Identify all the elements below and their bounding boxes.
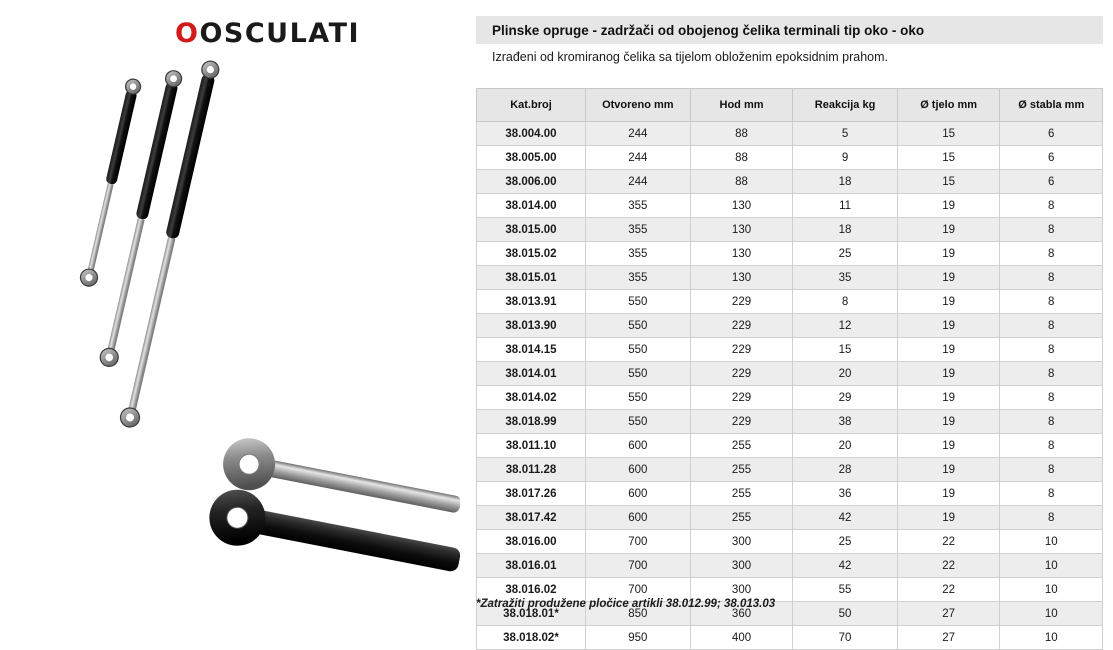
cell-value: 20 — [793, 362, 897, 386]
spec-panel — [466, 0, 1113, 644]
cell-value: 850 — [585, 602, 690, 626]
cell-value: 36 — [793, 482, 897, 506]
cell-value: 229 — [690, 290, 793, 314]
cell-value: 550 — [585, 338, 690, 362]
cell-value: 10 — [1000, 626, 1103, 650]
cell-value: 244 — [585, 122, 690, 146]
table-row — [477, 530, 1103, 554]
cell-value: 300 — [690, 578, 793, 602]
cell-value: 8 — [1000, 458, 1103, 482]
cell-catalog-number: 38.014.15 — [477, 338, 586, 362]
table-row — [477, 122, 1103, 146]
cell-value: 18 — [793, 170, 897, 194]
cell-value: 255 — [690, 458, 793, 482]
cell-catalog-number: 38.015.01 — [477, 266, 586, 290]
cell-catalog-number: 38.013.91 — [477, 290, 586, 314]
cell-value: 600 — [585, 458, 690, 482]
table-footnote: *Zatražiti produžene pločice artikli 38.012.99; 38.013.03 — [476, 598, 776, 610]
page-title-bar — [476, 16, 1103, 44]
cell-value: 88 — [690, 122, 793, 146]
cell-value: 229 — [690, 386, 793, 410]
cell-value: 9 — [793, 146, 897, 170]
specifications-table — [476, 88, 1103, 650]
cell-value: 19 — [897, 482, 1000, 506]
cell-catalog-number: 38.004.00 — [477, 122, 586, 146]
column-header-body-diameter: Ø tjelo mm — [897, 89, 1000, 122]
cell-value: 19 — [897, 218, 1000, 242]
cell-value: 600 — [585, 506, 690, 530]
cell-value: 8 — [1000, 194, 1103, 218]
column-header-rod-diameter: Ø stabla mm — [1000, 89, 1103, 122]
cell-catalog-number: 38.013.90 — [477, 314, 586, 338]
cell-catalog-number: 38.016.02 — [477, 578, 586, 602]
cell-value: 25 — [793, 530, 897, 554]
table-row — [477, 434, 1103, 458]
cell-value: 19 — [897, 506, 1000, 530]
cell-catalog-number: 38.018.01* — [477, 602, 586, 626]
cell-value: 8 — [1000, 506, 1103, 530]
cell-value: 10 — [1000, 602, 1103, 626]
table-row — [477, 506, 1103, 530]
cell-catalog-number: 38.005.00 — [477, 146, 586, 170]
cell-value: 355 — [585, 194, 690, 218]
cell-value: 38 — [793, 410, 897, 434]
cell-value: 42 — [793, 554, 897, 578]
table-row — [477, 194, 1103, 218]
table-row — [477, 626, 1103, 650]
cell-value: 10 — [1000, 554, 1103, 578]
cell-value: 360 — [690, 602, 793, 626]
cell-value: 550 — [585, 290, 690, 314]
cell-value: 70 — [793, 626, 897, 650]
table-row — [477, 410, 1103, 434]
cell-catalog-number: 38.015.02 — [477, 242, 586, 266]
cell-catalog-number: 38.014.01 — [477, 362, 586, 386]
product-image-panel — [0, 0, 466, 634]
cell-value: 8 — [1000, 434, 1103, 458]
cell-value: 19 — [897, 242, 1000, 266]
table-row — [477, 386, 1103, 410]
cell-catalog-number: 38.011.28 — [477, 458, 586, 482]
cell-value: 15 — [793, 338, 897, 362]
cell-value: 19 — [897, 338, 1000, 362]
table-row — [477, 218, 1103, 242]
cell-value: 355 — [585, 242, 690, 266]
cell-value: 19 — [897, 458, 1000, 482]
cell-catalog-number: 38.016.00 — [477, 530, 586, 554]
table-row — [477, 482, 1103, 506]
cell-catalog-number: 38.015.00 — [477, 218, 586, 242]
cell-value: 130 — [690, 266, 793, 290]
cell-value: 700 — [585, 530, 690, 554]
cell-value: 130 — [690, 194, 793, 218]
cell-value: 19 — [897, 266, 1000, 290]
cell-value: 19 — [897, 314, 1000, 338]
table-row — [477, 362, 1103, 386]
cell-value: 25 — [793, 242, 897, 266]
brand-logo-mark: O — [175, 18, 200, 49]
table-row — [477, 338, 1103, 362]
cell-value: 6 — [1000, 170, 1103, 194]
brand-logo — [175, 18, 360, 49]
cell-value: 35 — [793, 266, 897, 290]
table-row — [477, 290, 1103, 314]
cell-value: 255 — [690, 506, 793, 530]
cell-value: 15 — [897, 146, 1000, 170]
cell-value: 255 — [690, 482, 793, 506]
cell-value: 5 — [793, 122, 897, 146]
cell-value: 550 — [585, 314, 690, 338]
cell-value: 19 — [897, 410, 1000, 434]
cell-catalog-number: 38.006.00 — [477, 170, 586, 194]
cell-value: 8 — [1000, 410, 1103, 434]
cell-value: 8 — [1000, 482, 1103, 506]
cell-value: 8 — [1000, 314, 1103, 338]
cell-value: 15 — [897, 122, 1000, 146]
gas-struts-illustration — [0, 55, 466, 455]
cell-value: 19 — [897, 386, 1000, 410]
cell-value: 8 — [1000, 386, 1103, 410]
cell-value: 600 — [585, 434, 690, 458]
cell-value: 22 — [897, 530, 1000, 554]
table-header-row — [477, 89, 1103, 122]
cell-value: 700 — [585, 554, 690, 578]
cell-value: 8 — [793, 290, 897, 314]
cell-value: 11 — [793, 194, 897, 218]
cell-value: 22 — [897, 554, 1000, 578]
cell-value: 8 — [1000, 266, 1103, 290]
cell-catalog-number: 38.017.42 — [477, 506, 586, 530]
table-row — [477, 170, 1103, 194]
cell-value: 50 — [793, 602, 897, 626]
cell-value: 18 — [793, 218, 897, 242]
cell-value: 19 — [897, 290, 1000, 314]
table-row — [477, 242, 1103, 266]
cell-value: 12 — [793, 314, 897, 338]
cell-catalog-number: 38.017.26 — [477, 482, 586, 506]
cell-value: 10 — [1000, 530, 1103, 554]
cell-value: 8 — [1000, 338, 1103, 362]
cell-value: 255 — [690, 434, 793, 458]
cell-value: 8 — [1000, 290, 1103, 314]
column-header-catalog-number: Kat.broj — [477, 89, 586, 122]
terminal-detail-illustration — [130, 430, 460, 630]
page-subtitle: Izrađeni od kromiranog čelika sa tijelom obloženim epoksidnim prahom. — [492, 50, 889, 64]
table-row — [477, 314, 1103, 338]
cell-value: 229 — [690, 362, 793, 386]
cell-value: 244 — [585, 170, 690, 194]
column-header-stroke: Hod mm — [690, 89, 793, 122]
cell-value: 244 — [585, 146, 690, 170]
table-row — [477, 146, 1103, 170]
cell-catalog-number: 38.018.99 — [477, 410, 586, 434]
cell-value: 88 — [690, 170, 793, 194]
table-row — [477, 554, 1103, 578]
cell-catalog-number: 38.011.10 — [477, 434, 586, 458]
cell-value: 229 — [690, 410, 793, 434]
cell-value: 29 — [793, 386, 897, 410]
cell-value: 229 — [690, 314, 793, 338]
cell-value: 10 — [1000, 578, 1103, 602]
table-row — [477, 266, 1103, 290]
cell-catalog-number: 38.016.01 — [477, 554, 586, 578]
brand-logo-text: OSCULATI — [199, 18, 361, 49]
cell-value: 88 — [690, 146, 793, 170]
cell-value: 19 — [897, 362, 1000, 386]
cell-catalog-number: 38.018.02* — [477, 626, 586, 650]
cell-value: 355 — [585, 266, 690, 290]
cell-value: 300 — [690, 530, 793, 554]
cell-catalog-number: 38.014.02 — [477, 386, 586, 410]
cell-value: 229 — [690, 338, 793, 362]
cell-value: 400 — [690, 626, 793, 650]
cell-value: 130 — [690, 242, 793, 266]
cell-value: 700 — [585, 578, 690, 602]
column-header-open-length: Otvoreno mm — [585, 89, 690, 122]
cell-value: 950 — [585, 626, 690, 650]
cell-value: 300 — [690, 554, 793, 578]
cell-value: 28 — [793, 458, 897, 482]
cell-value: 600 — [585, 482, 690, 506]
cell-value: 20 — [793, 434, 897, 458]
cell-value: 8 — [1000, 362, 1103, 386]
cell-value: 42 — [793, 506, 897, 530]
page-title: Plinske opruge - zadržači od obojenog čelika terminali tip oko - oko — [492, 22, 925, 38]
cell-value: 8 — [1000, 218, 1103, 242]
column-header-reaction: Reakcija kg — [793, 89, 897, 122]
cell-value: 8 — [1000, 242, 1103, 266]
cell-value: 6 — [1000, 146, 1103, 170]
cell-value: 550 — [585, 362, 690, 386]
cell-catalog-number: 38.014.00 — [477, 194, 586, 218]
cell-value: 550 — [585, 410, 690, 434]
cell-value: 55 — [793, 578, 897, 602]
cell-value: 27 — [897, 602, 1000, 626]
cell-value: 27 — [897, 626, 1000, 650]
table-row — [477, 458, 1103, 482]
cell-value: 130 — [690, 218, 793, 242]
cell-value: 19 — [897, 194, 1000, 218]
cell-value: 355 — [585, 218, 690, 242]
cell-value: 550 — [585, 386, 690, 410]
cell-value: 15 — [897, 170, 1000, 194]
cell-value: 19 — [897, 434, 1000, 458]
cell-value: 22 — [897, 578, 1000, 602]
cell-value: 6 — [1000, 122, 1103, 146]
table-body — [477, 122, 1103, 650]
